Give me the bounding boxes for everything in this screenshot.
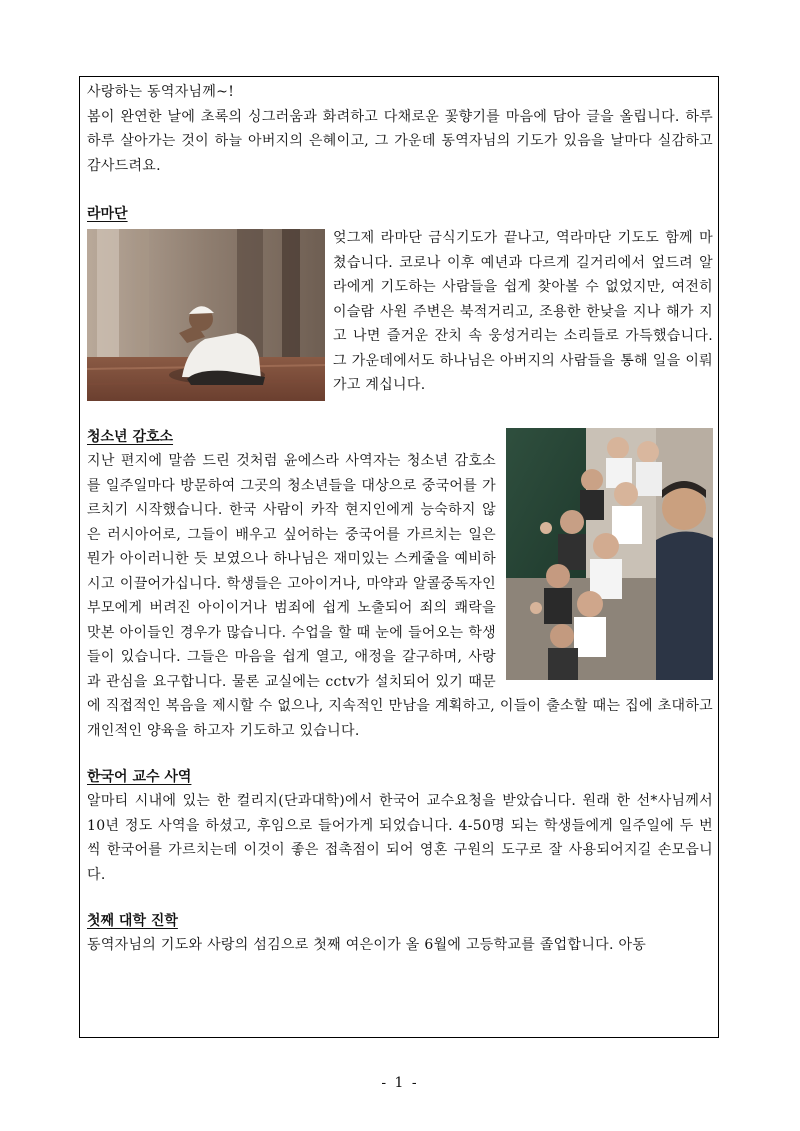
intro-paragraph: 봄이 완연한 날에 초록의 싱그러움과 화려하고 다채로운 꽃향기를 마음에 담아 글을 올립니다. 하루하루 살아가는 것이 하늘 아버지의 은혜이고, 그 가운데 동역자님의 기도가 있음을 날마다 실감하고 감사드려요. (87, 108, 713, 174)
ramadan-paragraph: 엊그제 라마단 금식기도가 끝나고, 역라마단 기도도 함께 마쳤습니다. 코로나 이후 예년과 다르게 길거리에서 엎드려 알라에게 기도하는 사람들을 쉽게 찾아볼 수 없었지만, 여전히 이슬람 사원 주변은 북적거리고, 조용한 한낮을 지나 해가 지고 나면 즐거운 잔치 속 웅성거리는 소리들로 가득했습니다. 그 가운데에서도 하나님은 아버지의 사람들을 통해 일을 이뤄가고 계십니다. (333, 230, 713, 393)
university-paragraph: 동역자님의 기도와 사랑의 섬김으로 첫째 여은이가 올 6월에 고등학교를 졸업합니다. 아동 (87, 937, 647, 953)
prayer-photo (87, 229, 325, 401)
juvenile-detention-paragraph: 지난 편지에 말씀 드린 것처럼 윤에스라 사역자는 청소년 감호소를 일주일마다 방문하여 그곳의 청소년들을 대상으로 중국어를 가르치기 시작했습니다. 한국 사람이 카작 현지인에게 능숙하지 않은 러시아어로, 그들이 배우고 싶어하는 중국어를 가르치는 일은 뭔가 아이러니한 듯 보였으나 하나님은 재미있는 스케줄을 예비하시고 이끌어가십니다. 학생들은 고아이거나, 마약과 알콜중독자인 부모에게 버려진 아이이거나 범죄에 쉽게 노출되어 죄의 쾌락을 맛본 아이들인 경우가 많습니다. 수업을 할 때 눈에 들어오는 학생들이 있습니다. 그들은 마음을 쉽게 열고, 애정을 갈구하며, 사랑과 관심을 요구합니다. 물론 교실에는 cctv가 설치되어 있기 때문에 직접적인 복음을 제시할 수 없으나, 지속적인 만남을 계획하고, 이들이 출소할 때는 집에 초대하고 개인적인 양육을 하고자 기도하고 있습니다. (87, 453, 713, 739)
letter-frame (79, 76, 719, 1038)
page-number: - 1 - (381, 1075, 419, 1091)
letter-content (87, 80, 713, 958)
students-group-photo (506, 428, 713, 680)
section-heading-ramadan: 라마단 (87, 206, 128, 222)
section-heading-korean-teaching: 한국어 교수 사역 (87, 769, 192, 785)
section-heading-juvenile-detention: 청소년 감호소 (87, 429, 174, 445)
section-heading-university: 첫째 대학 진학 (87, 913, 178, 929)
korean-teaching-paragraph: 알마티 시내에 있는 한 컬리지(단과대학)에서 한국어 교수요청을 받았습니다. 원래 한 선*사님께서 10년 정도 사역을 하셨고, 후임으로 들어가게 되었습니다. 4-50명 되는 학생들에게 일주일에 두 번씩 한국어를 가르치는데 이것이 좋은 접촉점이 되어 영혼 구원의 도구로 잘 사용되어지길 손모읍니다. (87, 793, 713, 883)
greeting: 사랑하는 동역자님께~! (87, 84, 235, 100)
